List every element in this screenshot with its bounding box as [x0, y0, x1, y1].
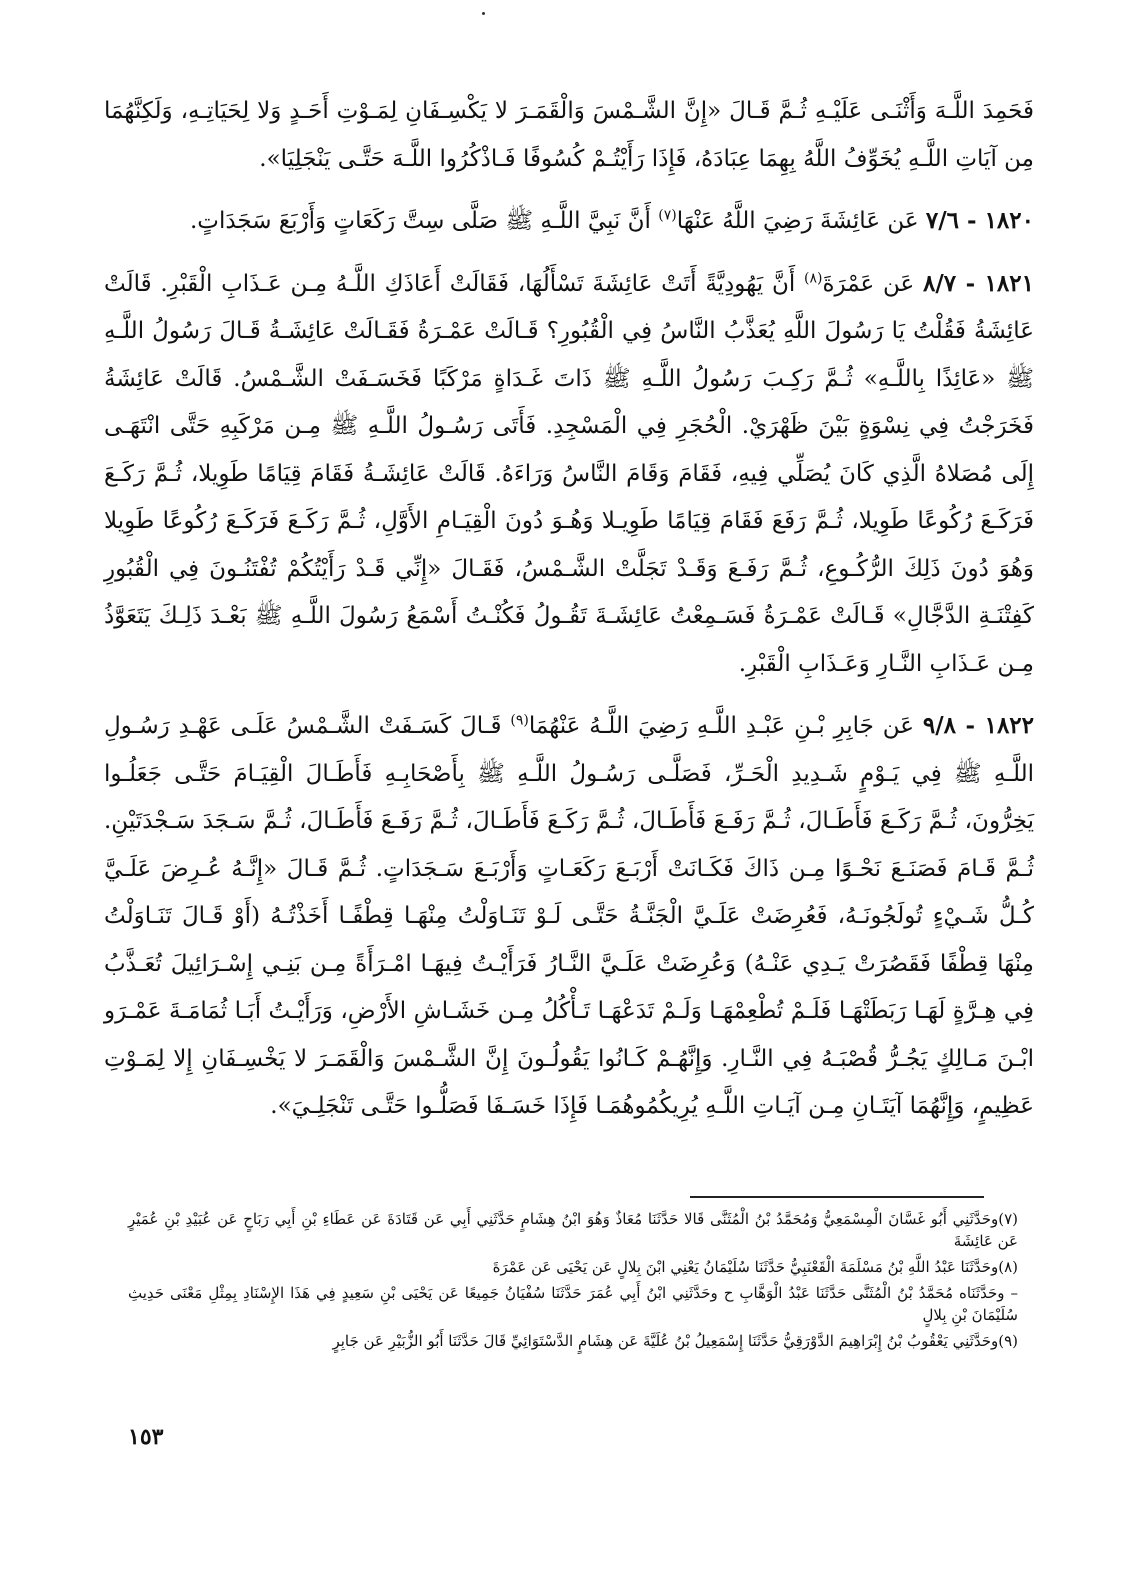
footnote-7: (٧)وحَدَّثَنِي أَبُو غَسَّانَ الْمِسْمَعِيُّ وَمُحَمَّدُ بْنُ الْمُثَنَّى قَالا حَدَّثَنَا مُعَاذٌ وَهُوَ ابْنُ هِشَامٍ حَدَّثَنِي أَبِي عَن قَتَادَةَ عَن عَطَاءِ بْنِ أَبِي رَبَاحٍ عَن عُبَيْدِ بْنِ عُمَيْرٍ عَن عَائِشَةَ	[128, 1210, 1018, 1250]
paragraph-text: عَن عَائِشَةَ رَضِيَ اللَّهُ عَنْهَا	[676, 208, 919, 234]
paragraph-text-rest: أَنَّ نَبِيَّ اللَّـهِ ﷺ صَلَّى سِتَّ رَكَعَاتٍ وَأَرْبَعَ سَجَدَاتٍ.	[190, 208, 659, 234]
paragraph-text: عَن عَمْرَةَ	[822, 270, 915, 297]
paragraph-text: عَن جَابِرِ بْـنِ عَبْـدِ اللَّـهِ رَضِيَ اللَّـهُ عَنْهُمَا	[528, 713, 914, 739]
footnote-8-continuation: – وحَدَّثَنَاه مُحَمَّدُ بْنُ الْمُثَنَّى حَدَّثَنَا عَبْدُ الْوَهَّابِ ح وحَدَّثَنِي ابْنُ أَبِي عُمَرَ حَدَّثَنَا سُفْيَانُ جَمِيعًا عَن يَحْيَى بْنِ سَعِيدٍ فِي هَذَا الإِسْنَادِ بِمِثْلِ مَعْنَى حَدِيثِ سُلَيْمَانَ بْنِ بِلالٍ	[128, 1284, 1018, 1324]
footnote-9: (٩)وحَدَّثَنِي يَعْقُوبُ بْنُ إِبْرَاهِيمَ الدَّوْرَقِيُّ حَدَّثَنَا إِسْمَعِيلُ بْنُ عُلَيَّةَ عَن هِشَامٍ الدَّسْتَوَائِيِّ قَالَ حَدَّثَنَا أَبُو الزُّبَيْرِ عَن جَابِرٍ	[332, 1332, 1018, 1350]
hadith-1821	[104, 260, 1034, 689]
footnote-marker: (٧)	[658, 207, 677, 224]
footnote-marker: (٩)	[510, 712, 529, 729]
paragraph-text: فَحَمِدَ اللَّـهَ وَأَثْنَـى عَلَيْـهِ ثُـمَّ قَـالَ «إِنَّ الشَّـمْسَ وَالْقَمَـرَ لا يَكْسِـفَانِ لِمَـوْتِ أَحَـدٍ وَلا لِحَيَاتِـهِ، وَلَكِنَّهُمَا مِن آيَاتِ اللَّـهِ يُخَوِّفُ اللَّهُ بِهِمَا عِبَادَهُ، فَإِذَا رَأَيْتُـمْ كُسُوفًا فَـاذْكُرُوا اللَّـهَ حَتَّـى يَنْجَلِيَا».	[104, 98, 1034, 172]
hadith-number: ١٨٢٢ - ٩/٨	[922, 712, 1035, 739]
hadith-text-block	[104, 88, 1034, 1145]
footnote-separator	[690, 1196, 984, 1198]
hadith-number: ١٨٢٠ - ٧/٦	[925, 207, 1034, 234]
paragraph-text-rest: أَنَّ يَهُودِيَّةً أَتَتْ عَائِشَةَ تَسْأَلُهَا، فَقَالَتْ أَعَاذَكِ اللَّـهُ مِـن عَـذَابِ الْقَبْرِ. قَالَتْ عَائِشَةُ فَقُلْتُ يَا رَسُولَ اللَّهِ يُعَذَّبُ النَّاسُ فِي الْقُبُورِ؟ قَـالَتْ عَمْـرَةُ فَقَـالَتْ عَائِشَـةُ قَـالَ رَسُولُ اللَّـهِ ﷺ «عَائِذًا بِاللَّـهِ» ثُـمَّ رَكِـبَ رَسُولُ اللَّـهِ ﷺ ذَاتَ غَـدَاةٍ مَرْكَبًا فَخَسَـفَتْ الشَّـمْسُ. قَالَتْ عَائِشَةُ فَخَرَجْتُ فِي نِسْوَةٍ بَيْنَ ظَهْرَيْ. الْحُجَرِ فِي الْمَسْجِدِ. فَأَتَى رَسُـولُ اللَّـهِ ﷺ مِـن مَرْكَبِهِ حَتَّى انْتَهَـى إِلَى مُصَلاهُ الَّذِي كَانَ يُصَلِّي فِيهِ، فَقَامَ وَقَامَ النَّاسُ وَرَاءَهُ. قَالَتْ عَائِشَـةُ فَقَامَ قِيَامًا طَوِيلا، ثُـمَّ رَكَـعَ فَرَكَـعَ رُكُوعًا طَوِيلا، ثُـمَّ رَفَعَ فَقَامَ قِيَامًا طَوِيـلا وَهُـوَ دُونَ الْقِيَـامِ الأَوَّلِ، ثُـمَّ رَكَـعَ فَرَكَـعَ رُكُوعًا طَوِيلا وَهُوَ دُونَ ذَلِكَ الرُّكُـوعِ، ثُـمَّ رَفَـعَ وَقَـدْ تَجَلَّتْ الشَّـمْسُ، فَقَـالَ «إِنِّي قَـدْ رَأَيْتُكُمْ تُفْتَنُـونَ فِي الْقُبُورِ كَفِتْنَـةِ الدَّجَّالِ» قَـالَتْ عَمْـرَةُ فَسَـمِعْتُ عَائِشَـةَ تَقُـولُ فَكُنْـتُ أَسْمَعُ رَسُولَ اللَّـهِ ﷺ بَعْـدَ ذَلِـكَ يَتَعَوَّذُ مِـن عَـذَابِ النَّـارِ وَعَـذَابِ الْقَبْرِ.	[104, 270, 1034, 677]
scan-speck	[482, 12, 485, 15]
hadith-1822	[104, 702, 1034, 1131]
paragraph-text-rest: قَـالَ كَسَـفَتْ الشَّـمْسُ عَلَـى عَهْـدِ رَسُـولِ اللَّـهِ ﷺ فِي يَـوْمٍ شَـدِيدِ الْحَـرِّ، فَصَلَّـى رَسُـولُ اللَّـهِ ﷺ بِأَصْحَابِـهِ فَأَطَـالَ الْقِيَـامَ حَتَّـى جَعَلُـوا يَخِرُّونَ، ثُـمَّ رَكَـعَ فَأَطَـالَ، ثُـمَّ رَفَـعَ فَأَطَـالَ، ثُـمَّ رَكَـعَ فَأَطَـالَ، ثُـمَّ رَفَـعَ فَأَطَـالَ، ثُـمَّ سَـجَدَ سَـجْدَتَيْنِ. ثُـمَّ قَـامَ فَصَنَـعَ نَحْـوًا مِـن ذَاكَ فَكَـانَتْ أَرْبَـعَ رَكَعَـاتٍ وَأَرْبَـعَ سَـجَدَاتٍ. ثُـمَّ قَـالَ «إِنَّـهُ عُـرِضَ عَلَـيَّ كُـلُّ شَـيْءٍ تُولَجُونَـهُ، فَعُرِضَتْ عَلَـيَّ الْجَنَّـةُ حَتَّـى لَـوْ تَنَـاوَلْتُ مِنْهَـا قِطْفًـا أَخَذْتُـهُ (أَوْ قَـالَ تَنَـاوَلْتُ مِنْهَا قِطْفًا فَقَصُرَتْ يَـدِي عَنْـهُ) وَعُرِضَتْ عَلَـيَّ النَّـارُ فَرَأَيْـتُ فِيهَـا امْـرَأَةً مِـن بَنِـي إِسْـرَائِيلَ تُعَـذَّبُ فِي هِـرَّةٍ لَهَـا رَبَطَتْهَـا فَلَـمْ تُطْعِمْهَـا وَلَـمْ تَدَعْهَـا تَـأْكُلُ مِـن خَشَـاشِ الأَرْضِ، وَرَأَيْـتُ أَبَـا ثُمَامَـةَ عَمْـرَو ابْـنَ مَـالِكٍ يَجُـرُّ قُصْبَـهُ فِي النَّـارِ. وَإِنَّهُـمْ كَـانُوا يَقُولُـونَ إِنَّ الشَّـمْسَ وَالْقَمَـرَ لا يَخْسِـفَانِ إِلا لِمَـوْتِ عَظِيمٍ، وَإِنَّهُمَا آيَتَـانِ مِـن آيَـاتِ اللَّـهِ يُرِيكُمُوهُمَـا فَإِذَا خَسَـفَا فَصَلُّـوا حَتَّـى تَنْجَلِـيَ».	[104, 713, 1034, 1119]
footnote-marker: (٨)	[804, 269, 823, 286]
hadith-continuation	[104, 88, 1034, 183]
footnotes-block	[128, 1208, 1018, 1356]
hadith-1820	[104, 197, 1034, 246]
hadith-number: ١٨٢١ - ٨/٧	[923, 269, 1034, 297]
page-number: ١٥٣	[128, 1424, 164, 1450]
footnote-8: (٨)وحَدَّثَنَا عَبْدُ اللَّهِ بْنُ مَسْلَمَةَ الْقَعْنَبِيُّ حَدَّثَنَا سُلَيْمَانُ يَعْنِي ابْنَ بِلالٍ عَن يَحْيَى عَن عَمْرَةَ	[492, 1258, 1018, 1276]
